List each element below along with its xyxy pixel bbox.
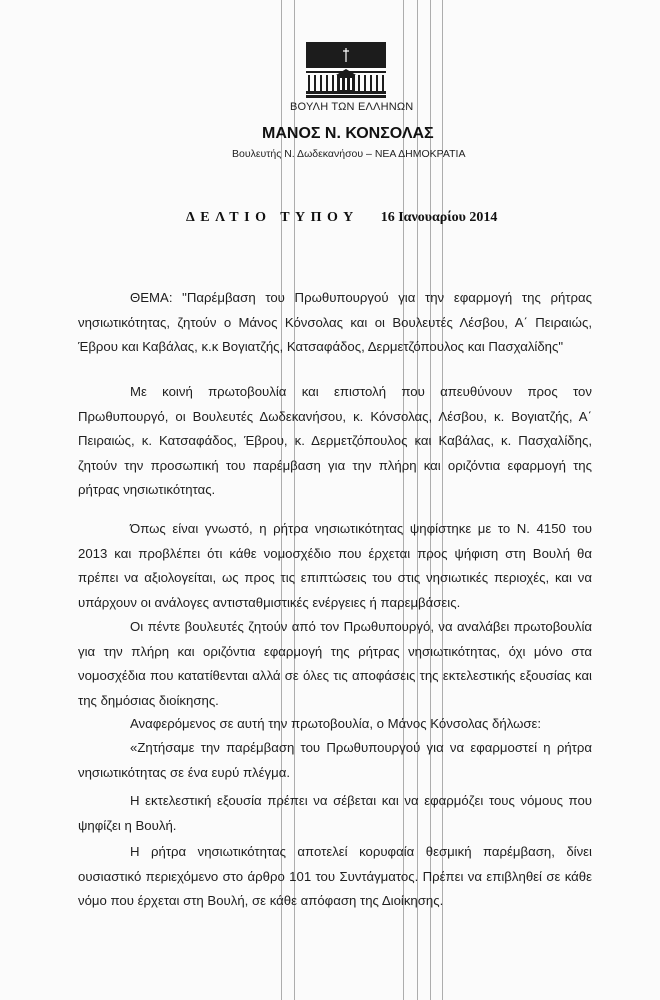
body-paragraph: Αναφερόμενος σε αυτή την πρωτοβουλία, ο Μάνος Κόνσολας δήλωσε: <box>130 716 542 731</box>
press-release-date: 16 Ιανουαρίου 2014 <box>380 210 498 225</box>
press-release-title: ΔΕΛΤΙΟ ΤΥΠΟΥ <box>186 210 359 225</box>
parliament-building-icon <box>306 42 386 98</box>
quote-paragraph: Η εκτελεστική εξουσία πρέπει να σέβεται και να εφαρμόζει τους νόμους που ψηφίζει η Βουλή. <box>78 793 592 833</box>
mp-role: Βουλευτής Ν. Δωδεκανήσου – ΝΕΑ ΔΗΜΟΚΡΑΤΙΑ <box>232 148 466 160</box>
body-paragraph: Όπως είναι γνωστό, η ρήτρα νησιωτικότητας ψηφίστηκε με το Ν. 4150 του 2013 και προβλέπει ότι κάθε νομοσχέδιο που έρχεται προς ψήφιση στη Βουλή θα πρέπει να αξιολογείται, ως προς τις επιπτώσεις του στις νησιωτικές περιοχές, και να υπάρχουν οι ανάλογες αντισταθμιστικές ενέργειες ή παρεμβάσεις. <box>78 521 592 610</box>
subject-paragraph: ΘΕΜΑ: "Παρέμβαση του Πρωθυπουργού για την εφαρμογή της ρήτρας νησιωτικότητας, ζητούν ο Μάνος Κόνσολας και οι Βουλευτές Λέσβου, Α΄ Πειραιώς, Έβρου και Καβάλας, κ.κ Βογιατζής, Κατσαφάδος, Δερμετζόπουλος και Πασχαλίδης" <box>78 290 592 354</box>
body-paragraph: Με κοινή πρωτοβουλία και επιστολή που απευθύνουν προς τον Πρωθυπουργό, οι Βουλευτές Δωδεκανήσου, κ. Κόνσολας, Λέσβου, κ. Βογιατζής, Α΄ Πειραιώς, κ. Κατσαφάδος, Έβρου, κ. Δερμετζόπουλος και Καβάλας, κ. Πασχαλίδης, ζητούν την προσωπική του παρέμβαση για την πλήρη και οριζόντια εφαρμογή της ρήτρας νησιωτικότητας. <box>78 384 592 497</box>
press-release-heading <box>186 210 546 226</box>
body-paragraph: Οι πέντε βουλευτές ζητούν από τον Πρωθυπουργό, να αναλάβει πρωτοβουλία για την πλήρη και οριζόντια εφαρμογή της ρήτρας νησιωτικότητας, όχι μόνο στα νομοσχέδια που κατατίθενται αλλά σε όλες τις αποφάσεις της εκτελεστικής εξουσίας και της δημόσιας διοίκησης. <box>78 619 592 708</box>
mp-name: ΜΑΝΟΣ Ν. ΚΟΝΣΟΛΑΣ <box>262 125 434 142</box>
quote-paragraph: Η ρήτρα νησιωτικότητας αποτελεί κορυφαία θεσμική παρέμβαση, δίνει ουσιαστικό περιεχόμενο στο άρθρο 101 του Συντάγματος. Πρέπει να επιβληθεί σε κάθε νόμο που έρχεται στη Βουλή, σε κάθε απόφαση της Διοίκησης. <box>78 844 592 908</box>
organization-name: ΒΟΥΛΗ ΤΩΝ ΕΛΛΗΝΩΝ <box>290 101 414 113</box>
quote-paragraph: «Ζητήσαμε την παρέμβαση του Πρωθυπουργού για να εφαρμοστεί η ρήτρα νησιωτικότητας σε ένα ευρύ πλέγμα. <box>78 740 592 780</box>
